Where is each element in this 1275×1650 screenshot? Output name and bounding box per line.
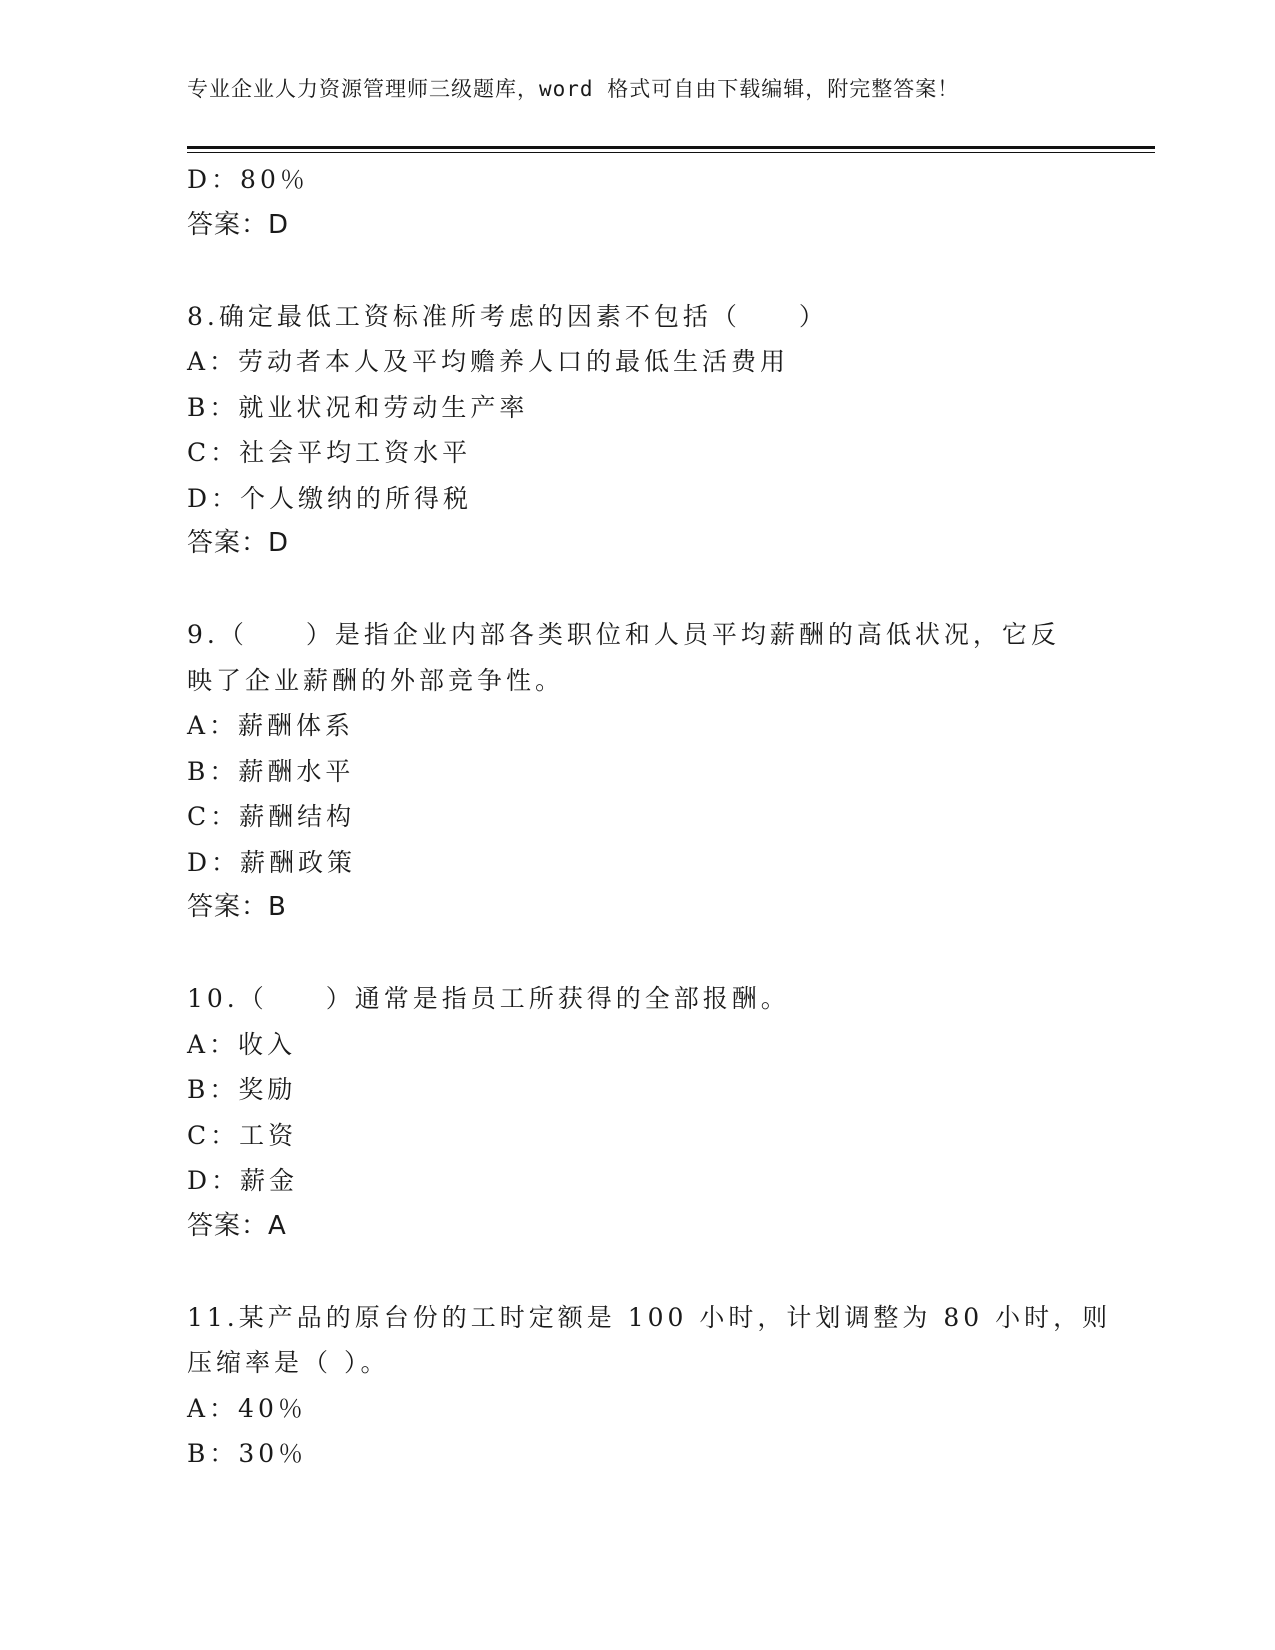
answer-line: 答案：B: [187, 892, 287, 922]
spacer: [187, 1249, 1067, 1295]
question-10-stem: 10.（ ）通常是指员工所获得的全部报酬。: [187, 984, 790, 1013]
option-b: B：30％: [187, 1439, 308, 1468]
option-b: B：就业状况和劳动生产率: [187, 392, 529, 422]
option-d: D：80％: [187, 165, 309, 194]
header-rule-thin: [187, 152, 1155, 153]
question-8-stem: 8.确定最低工资标准所考虑的因素不包括（ ）: [187, 301, 828, 331]
option-a: A：40％: [187, 1393, 307, 1423]
option-b: B：奖励: [187, 1075, 297, 1104]
option-d: D：个人缴纳的所得税: [187, 483, 473, 513]
question-11-stem-line-2: 压缩率是（ ）。: [187, 1348, 390, 1377]
option-a: A：薪酬体系: [187, 711, 355, 740]
question-11-stem-line-1: 11.某产品的原台份的工时定额是 100 小时，计划调整为 80 小时，则: [187, 1302, 1112, 1332]
option-a: A：劳动者本人及平均赡养人口的最低生活费用: [187, 347, 790, 376]
question-9-stem-line-1: 9.（ ）是指企业内部各类职位和人员平均薪酬的高低状况，它反: [187, 620, 1060, 649]
question-content: [187, 157, 1112, 1477]
answer-line: 答案：D: [187, 209, 290, 240]
option-c: C：薪酬结构: [187, 802, 356, 831]
option-b: B：薪酬水平: [187, 756, 355, 786]
question-9-stem-line-2: 映了企业薪酬的外部竞争性。: [187, 665, 565, 695]
spacer: [187, 248, 1067, 294]
option-c: C：社会平均工资水平: [187, 438, 472, 467]
answer-line: 答案：D: [187, 528, 290, 558]
option-a: A：收入: [187, 1029, 297, 1059]
spacer: [187, 931, 1067, 977]
option-c: C：工资: [187, 1120, 298, 1150]
option-d: D：薪金: [187, 1166, 299, 1195]
spacer: [187, 567, 1067, 613]
header-rule-thick: [187, 146, 1155, 149]
page-header: 专业企业人力资源管理师三级题库，word 格式可自由下载编辑，附完整答案！: [187, 77, 960, 101]
option-d: D：薪酬政策: [187, 847, 357, 877]
answer-line: 答案：A: [187, 1210, 287, 1241]
